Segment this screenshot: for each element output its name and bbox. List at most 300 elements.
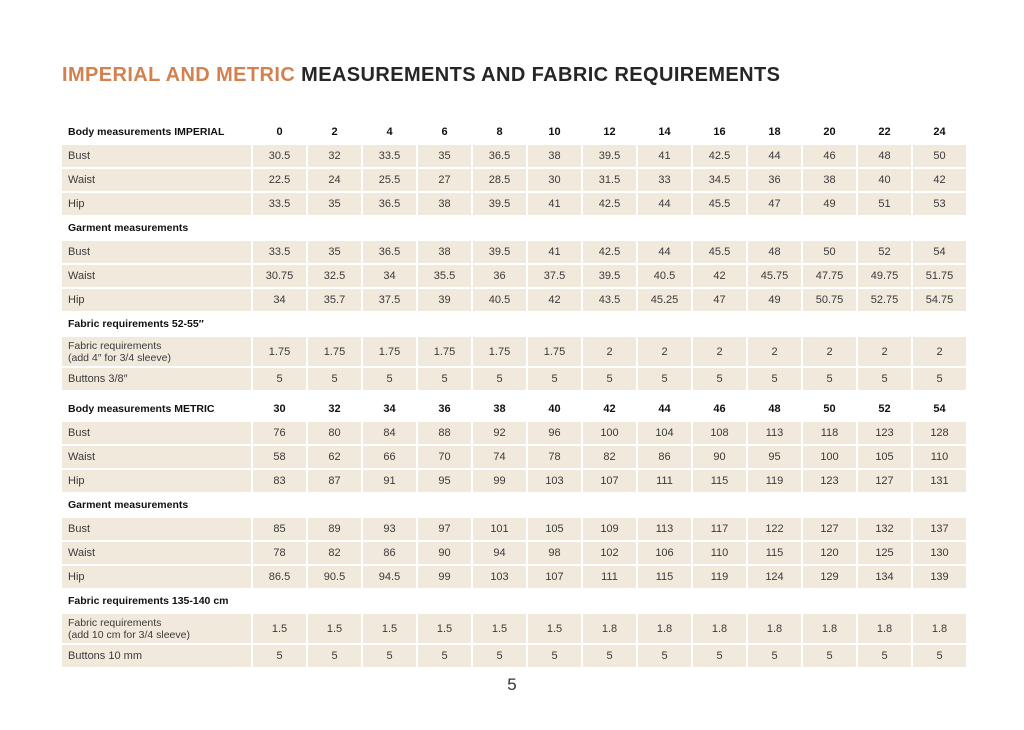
table-cell: 107 (583, 470, 636, 492)
section-header-label: Body measurements IMPERIAL (68, 126, 225, 138)
table-cell: 32.5 (308, 265, 361, 287)
row-label: Hip (62, 193, 251, 215)
table-cell: 1.8 (803, 614, 856, 643)
section-gap (62, 392, 966, 396)
table-cell: 99 (473, 470, 526, 492)
table-cell: 129 (803, 566, 856, 588)
table-row (62, 446, 966, 468)
size-header-cell (748, 590, 801, 612)
table-cell: 66 (363, 446, 416, 468)
table-cell: 115 (693, 470, 746, 492)
size-header-cell (583, 590, 636, 612)
table-cell: 62 (308, 446, 361, 468)
table-cell: 25.5 (363, 169, 416, 191)
table-cell: 30.5 (253, 145, 306, 167)
table-cell: 131 (913, 470, 966, 492)
size-header-cell (913, 590, 966, 612)
table-cell: 2 (693, 337, 746, 366)
size-header-cell (308, 590, 361, 612)
table-cell: 1.8 (583, 614, 636, 643)
table-row (62, 470, 966, 492)
table-row (62, 542, 966, 564)
table-cell: 51 (858, 193, 911, 215)
table-cell: 86 (638, 446, 691, 468)
section-header-row (62, 313, 966, 335)
section-header-label: Body measurements METRIC (68, 403, 215, 415)
table-cell: 78 (253, 542, 306, 564)
section-gap-cell (62, 392, 966, 396)
table-cell: 90 (418, 542, 471, 564)
table-cell: 40.5 (473, 289, 526, 311)
table-cell: 49 (803, 193, 856, 215)
table-cell: 34.5 (693, 169, 746, 191)
size-header-cell: 0 (276, 126, 283, 138)
table-cell: 41 (528, 241, 581, 263)
table-cell: 36.5 (363, 193, 416, 215)
size-header-cell (418, 313, 471, 335)
table-cell: 49.75 (858, 265, 911, 287)
table-cell: 39.5 (583, 265, 636, 287)
table-cell: 41 (638, 145, 691, 167)
size-header-cell (253, 494, 306, 516)
table-cell: 49 (748, 289, 801, 311)
size-header-cell: 24 (933, 126, 946, 138)
size-header-cell (583, 313, 636, 335)
row-label: Buttons 3/8″ (62, 368, 251, 390)
table-cell: 36 (473, 265, 526, 287)
table-cell: 85 (253, 518, 306, 540)
table-cell: 2 (803, 337, 856, 366)
size-header-cell (803, 313, 856, 335)
size-header-cell (858, 494, 911, 516)
table-cell: 100 (803, 446, 856, 468)
table-cell: 119 (748, 470, 801, 492)
table-cell: 5 (253, 368, 306, 390)
size-header-cell: 10 (548, 126, 561, 138)
size-header-cell (363, 313, 416, 335)
table-cell: 2 (858, 337, 911, 366)
table-row (62, 337, 966, 366)
table-cell: 46 (803, 145, 856, 167)
table-cell: 2 (638, 337, 691, 366)
size-header-cell: 46 (713, 403, 726, 415)
table-cell: 2 (913, 337, 966, 366)
table-cell: 5 (418, 645, 471, 667)
table-cell: 128 (913, 422, 966, 444)
page-number: 5 (507, 675, 517, 694)
table-cell: 1.8 (748, 614, 801, 643)
table-cell: 5 (253, 645, 306, 667)
table-cell: 74 (473, 446, 526, 468)
size-header-cell (638, 590, 691, 612)
size-header-cell (308, 217, 361, 239)
size-header-cell (583, 494, 636, 516)
size-header-cell (418, 590, 471, 612)
table-cell: 37.5 (528, 265, 581, 287)
table-cell: 96 (528, 422, 581, 444)
size-header-cell (913, 217, 966, 239)
table-cell: 130 (913, 542, 966, 564)
table-cell: 27 (418, 169, 471, 191)
table-cell: 52 (858, 241, 911, 263)
table-cell: 82 (583, 446, 636, 468)
table-cell: 82 (308, 542, 361, 564)
size-header-cell (418, 217, 471, 239)
size-header-cell (638, 494, 691, 516)
table-cell: 5 (308, 368, 361, 390)
table-cell: 123 (803, 470, 856, 492)
table-cell: 88 (418, 422, 471, 444)
table-cell: 103 (528, 470, 581, 492)
row-label: Waist (62, 542, 251, 564)
section-header-row (62, 121, 966, 143)
table-cell: 87 (308, 470, 361, 492)
table-cell: 137 (913, 518, 966, 540)
table-row (62, 368, 966, 390)
table-cell: 84 (363, 422, 416, 444)
section-header-label: Fabric requirements 135-140 cm (68, 595, 229, 607)
row-label: Waist (62, 265, 251, 287)
table-cell: 104 (638, 422, 691, 444)
table-cell: 50 (913, 145, 966, 167)
size-header-cell (308, 494, 361, 516)
table-cell: 5 (363, 368, 416, 390)
table-row (62, 145, 966, 167)
table-cell: 38 (418, 193, 471, 215)
size-header-cell (528, 217, 581, 239)
table-cell: 5 (528, 645, 581, 667)
table-cell: 5 (583, 645, 636, 667)
size-header-cell (473, 494, 526, 516)
table-cell: 105 (528, 518, 581, 540)
table-row (62, 422, 966, 444)
table-cell: 24 (308, 169, 361, 191)
page-title-rest: MEASUREMENTS AND FABRIC REQUIREMENTS (301, 64, 781, 86)
row-label: Waist (62, 169, 251, 191)
size-header-cell: 30 (273, 403, 286, 415)
table-cell: 47.75 (803, 265, 856, 287)
table-cell: 117 (693, 518, 746, 540)
table-cell: 110 (913, 446, 966, 468)
table-cell: 1.75 (418, 337, 471, 366)
table-cell: 50.75 (803, 289, 856, 311)
table-cell: 89 (308, 518, 361, 540)
table-cell: 33.5 (253, 241, 306, 263)
table-cell: 1.5 (363, 614, 416, 643)
table-cell: 115 (638, 566, 691, 588)
table-cell: 5 (858, 645, 911, 667)
table-cell: 5 (913, 368, 966, 390)
table-cell: 123 (858, 422, 911, 444)
row-label: Bust (62, 422, 251, 444)
table-cell: 35.5 (418, 265, 471, 287)
size-header-cell: 2 (331, 126, 338, 138)
table-cell: 38 (418, 241, 471, 263)
table-cell: 54.75 (913, 289, 966, 311)
table-cell: 33.5 (253, 193, 306, 215)
table-cell: 5 (473, 368, 526, 390)
row-label: Hip (62, 289, 251, 311)
size-header-cell (858, 590, 911, 612)
size-header-cell (363, 494, 416, 516)
table-cell: 5 (693, 645, 746, 667)
table-cell: 90 (693, 446, 746, 468)
size-header-cell (693, 313, 746, 335)
table-cell: 42 (528, 289, 581, 311)
page-title (62, 64, 780, 87)
size-header-cell: 32 (328, 403, 341, 415)
section-header-row (62, 217, 966, 239)
size-header-cell (253, 313, 306, 335)
table-row (62, 566, 966, 588)
table-cell: 109 (583, 518, 636, 540)
table-cell: 39.5 (473, 193, 526, 215)
table-cell: 45.5 (693, 241, 746, 263)
table-cell: 47 (693, 289, 746, 311)
table-cell: 53 (913, 193, 966, 215)
row-label: Hip (62, 470, 251, 492)
table-cell: 111 (638, 470, 691, 492)
table-cell: 110 (693, 542, 746, 564)
table-cell: 2 (748, 337, 801, 366)
table-cell: 42 (913, 169, 966, 191)
size-header-cell: 42 (603, 403, 616, 415)
table-cell: 1.75 (473, 337, 526, 366)
table-cell: 94 (473, 542, 526, 564)
table-cell: 113 (638, 518, 691, 540)
table-cell: 5 (913, 645, 966, 667)
table-cell: 92 (473, 422, 526, 444)
table-cell: 108 (693, 422, 746, 444)
size-header-cell: 18 (768, 126, 781, 138)
table-cell: 33 (638, 169, 691, 191)
size-header-cell (693, 494, 746, 516)
size-header-cell (803, 217, 856, 239)
row-label: Buttons 10 mm (62, 645, 251, 667)
table-cell: 5 (803, 645, 856, 667)
table-cell: 1.5 (528, 614, 581, 643)
table-cell: 1.8 (913, 614, 966, 643)
size-header-cell (858, 313, 911, 335)
table-cell: 5 (583, 368, 636, 390)
size-header-cell: 44 (658, 403, 671, 415)
table-cell: 86.5 (253, 566, 306, 588)
size-header-cell (528, 494, 581, 516)
size-header-cell: 54 (933, 403, 946, 415)
row-label-line: Fabric requirements (68, 616, 162, 629)
size-header-cell: 22 (878, 126, 891, 138)
size-header-cell (473, 217, 526, 239)
table-cell: 83 (253, 470, 306, 492)
table-cell: 38 (528, 145, 581, 167)
size-header-cell: 12 (603, 126, 616, 138)
table-row (62, 169, 966, 191)
size-header-cell (913, 313, 966, 335)
table-cell: 125 (858, 542, 911, 564)
size-header-cell (693, 590, 746, 612)
size-header-cell (253, 590, 306, 612)
size-header-cell (253, 217, 306, 239)
table-cell: 1.75 (253, 337, 306, 366)
section-header-row (62, 494, 966, 516)
table-cell: 32 (308, 145, 361, 167)
table-cell: 58 (253, 446, 306, 468)
table-cell: 102 (583, 542, 636, 564)
table-row (62, 289, 966, 311)
size-header-cell (363, 217, 416, 239)
table-cell: 36.5 (363, 241, 416, 263)
table-cell: 99 (418, 566, 471, 588)
table-cell: 90.5 (308, 566, 361, 588)
row-label-line: (add 10 cm for 3/4 sleeve) (68, 628, 190, 641)
table-cell: 35.7 (308, 289, 361, 311)
table-cell: 115 (748, 542, 801, 564)
table-cell: 42.5 (583, 193, 636, 215)
row-label: Waist (62, 446, 251, 468)
table-row (62, 241, 966, 263)
section-header-row (62, 398, 966, 420)
size-header-cell (473, 590, 526, 612)
table-cell: 42 (693, 265, 746, 287)
table-cell: 48 (748, 241, 801, 263)
table-cell: 5 (363, 645, 416, 667)
table-cell: 35 (308, 193, 361, 215)
table-cell: 36 (748, 169, 801, 191)
table-cell: 127 (803, 518, 856, 540)
size-header-cell (473, 313, 526, 335)
row-label (62, 614, 251, 643)
section-header-row (62, 590, 966, 612)
size-header-cell (638, 217, 691, 239)
table-cell: 52.75 (858, 289, 911, 311)
table-cell: 45.25 (638, 289, 691, 311)
size-header-cell (638, 313, 691, 335)
table-cell: 111 (583, 566, 636, 588)
size-header-cell: 48 (768, 403, 781, 415)
table-cell: 5 (418, 368, 471, 390)
table-cell: 103 (473, 566, 526, 588)
table-cell: 95 (418, 470, 471, 492)
table-cell: 78 (528, 446, 581, 468)
table-cell: 36.5 (473, 145, 526, 167)
row-label: Bust (62, 145, 251, 167)
table-cell: 30 (528, 169, 581, 191)
table-cell: 124 (748, 566, 801, 588)
table-cell: 35 (308, 241, 361, 263)
table-cell: 48 (858, 145, 911, 167)
row-label: Bust (62, 518, 251, 540)
table-cell: 93 (363, 518, 416, 540)
table-cell: 5 (638, 645, 691, 667)
section-header-label: Fabric requirements 52-55″ (68, 318, 204, 330)
table-cell: 54 (913, 241, 966, 263)
table-cell: 42.5 (693, 145, 746, 167)
table-cell: 5 (748, 645, 801, 667)
size-header-cell: 36 (438, 403, 451, 415)
size-header-cell (803, 590, 856, 612)
row-label-line: Fabric requirements (68, 339, 162, 352)
table-cell: 113 (748, 422, 801, 444)
table-cell: 1.8 (693, 614, 746, 643)
table-cell: 118 (803, 422, 856, 444)
table-cell: 98 (528, 542, 581, 564)
size-header-cell (528, 313, 581, 335)
size-header-cell: 8 (496, 126, 503, 138)
size-chart-table (60, 119, 968, 669)
table-cell: 5 (473, 645, 526, 667)
size-header-cell (803, 494, 856, 516)
size-header-cell (693, 217, 746, 239)
table-cell: 86 (363, 542, 416, 564)
table-cell: 5 (693, 368, 746, 390)
table-cell: 44 (638, 193, 691, 215)
table-cell: 2 (583, 337, 636, 366)
table-cell: 107 (528, 566, 581, 588)
table-cell: 34 (253, 289, 306, 311)
table-cell: 70 (418, 446, 471, 468)
size-header-cell (363, 590, 416, 612)
table-cell: 100 (583, 422, 636, 444)
table-cell: 31.5 (583, 169, 636, 191)
table-cell: 1.8 (858, 614, 911, 643)
size-header-cell (748, 494, 801, 516)
table-cell: 30.75 (253, 265, 306, 287)
table-cell: 1.5 (473, 614, 526, 643)
table-cell: 22.5 (253, 169, 306, 191)
table-cell: 5 (858, 368, 911, 390)
table-cell: 134 (858, 566, 911, 588)
size-header-cell: 6 (441, 126, 448, 138)
table-cell: 34 (363, 265, 416, 287)
table-cell: 38 (803, 169, 856, 191)
table-cell: 43.5 (583, 289, 636, 311)
size-header-cell: 38 (493, 403, 506, 415)
row-label: Hip (62, 566, 251, 588)
table-cell: 80 (308, 422, 361, 444)
table-cell: 39.5 (473, 241, 526, 263)
table-cell: 41 (528, 193, 581, 215)
size-header-cell (418, 494, 471, 516)
table-cell: 1.75 (308, 337, 361, 366)
section-header-label: Garment measurements (68, 222, 189, 234)
row-label-line: (add 4″ for 3/4 sleeve) (68, 351, 171, 364)
table-cell: 94.5 (363, 566, 416, 588)
table-cell: 39 (418, 289, 471, 311)
table-cell: 1.75 (528, 337, 581, 366)
table-cell: 51.75 (913, 265, 966, 287)
size-header-cell: 50 (823, 403, 836, 415)
table-cell: 5 (308, 645, 361, 667)
table-row (62, 265, 966, 287)
table-cell: 1.8 (638, 614, 691, 643)
table-row (62, 645, 966, 667)
row-label: Bust (62, 241, 251, 263)
size-header-cell (308, 313, 361, 335)
table-cell: 40 (858, 169, 911, 191)
table-cell: 101 (473, 518, 526, 540)
table-cell: 5 (803, 368, 856, 390)
size-header-cell (748, 313, 801, 335)
table-cell: 95 (748, 446, 801, 468)
table-cell: 28.5 (473, 169, 526, 191)
table-cell: 45.75 (748, 265, 801, 287)
size-header-cell: 4 (386, 126, 393, 138)
size-header-cell: 52 (878, 403, 891, 415)
section-header-label: Garment measurements (68, 499, 189, 511)
row-label (62, 337, 251, 366)
table-cell: 33.5 (363, 145, 416, 167)
size-header-cell (583, 217, 636, 239)
